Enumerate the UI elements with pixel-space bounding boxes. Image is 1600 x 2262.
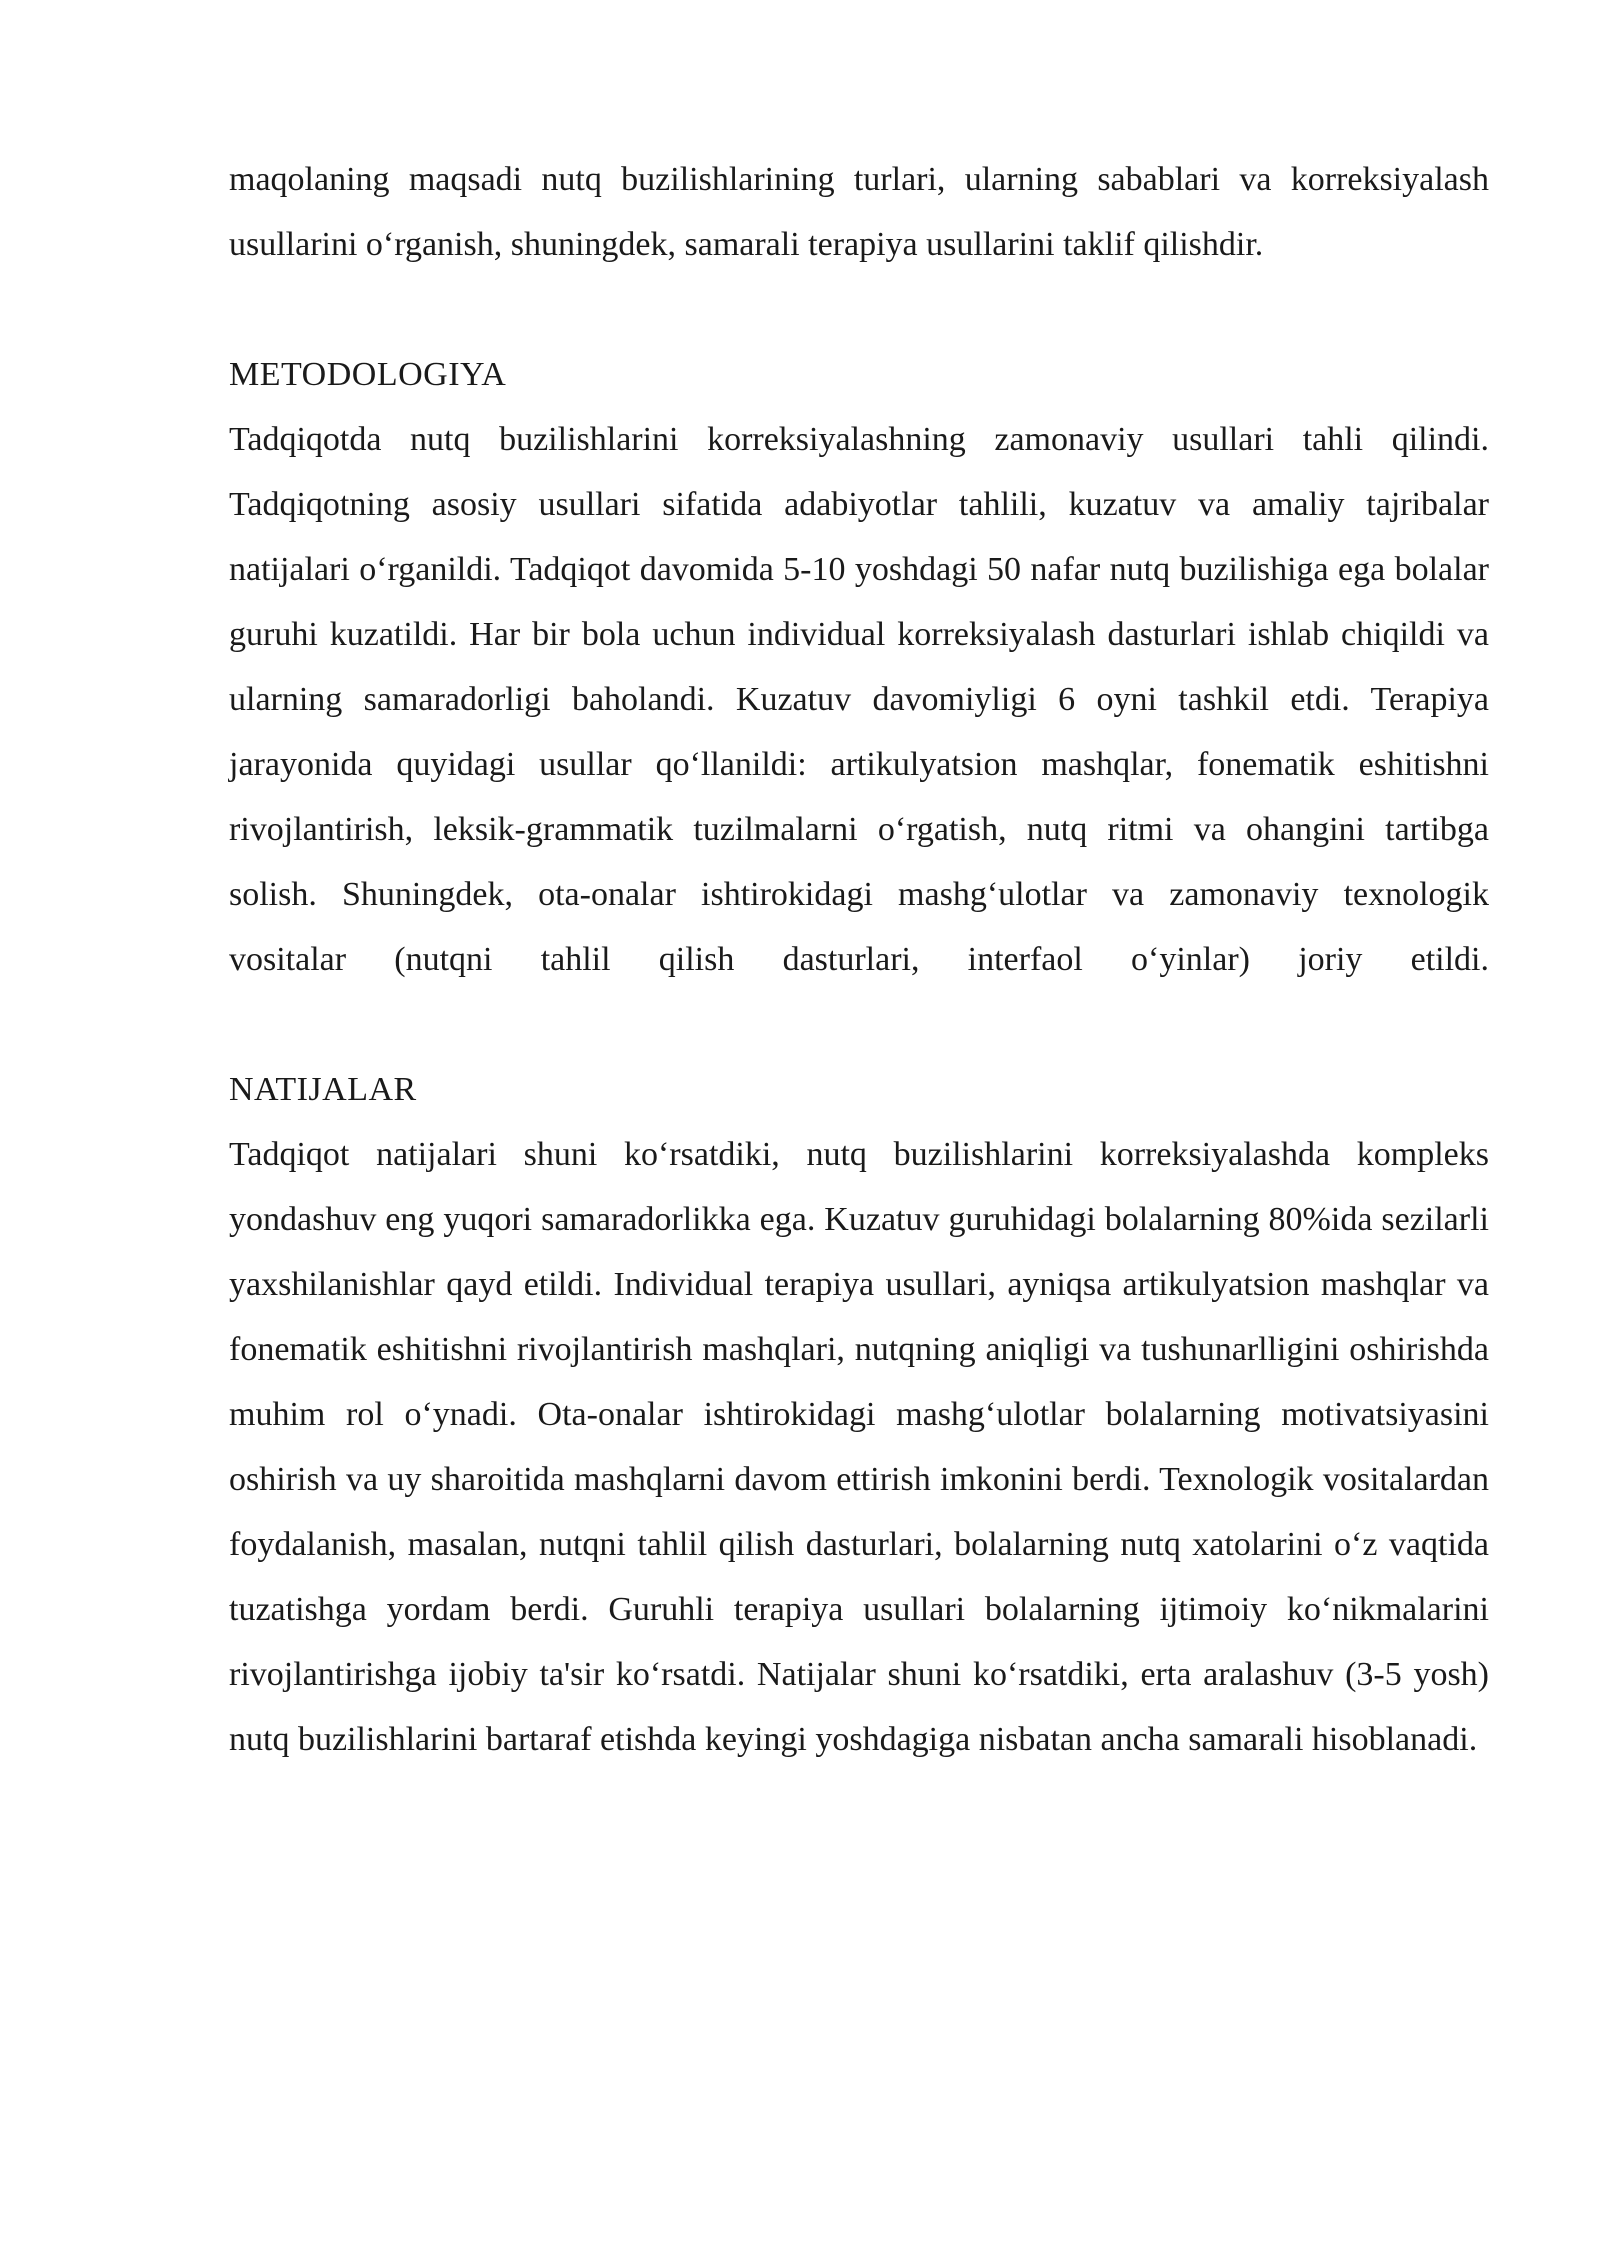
section-heading-results: NATIJALAR: [229, 1071, 417, 1108]
document-body: [229, 147, 1489, 1772]
intro-paragraph: maqolaning maqsadi nutq buzilishlarining turlari, ularning sabablari va korreksiyalash usullarini o‘rganish, shuningdek, samarali terapiya usullarini taklif qilishdir.: [229, 161, 1489, 263]
methodology-paragraph: Tadqiqotda nutq buzilishlarini korreksiyalashning zamonaviy usullari tahli qilindi. Tadqiqotning asosiy usullari sifatida adabiyotlar tahlili, kuzatuv va amaliy tajribalar natijalari o‘rganildi. Tadqiqot davomida 5-10 yoshdagi 50 nafar nutq buzilishiga ega bolalar guruhi kuzatildi. Har bir bola uchun individual korreksiyalash dasturlari ishlab chiqildi va ularning samaradorligi baholandi. Kuzatuv davomiyligi 6 oyni tashkil etdi. Terapiya jarayonida quyidagi usullar qo‘llanildi: artikulyatsion mashqlar, fonematik eshitishni rivojlantirish, leksik-grammatik tuzilmalarni o‘rgatish, nutq ritmi va ohangini tartibga solish. Shuningdek, ota-onalar ishtirokidagi mashg‘ulotlar va zamonaviy texnologik vositalar (nutqni tahlil qilish dasturlari, interfaol o‘yinlar) joriy etildi.: [229, 421, 1489, 978]
section-heading-methodology: METODOLOGIYA: [229, 356, 507, 393]
results-paragraph: Tadqiqot natijalari shuni ko‘rsatdiki, nutq buzilishlarini korreksiyalashda kompleks yondashuv eng yuqori samaradorlikka ega. Kuzatuv guruhidagi bolalarning 80%ida sezilarli yaxshilanishlar qayd etildi. Individual terapiya usullari, ayniqsa artikulyatsion mashqlar va fonematik eshitishni rivojlantirish mashqlari, nutqning aniqligi va tushunarlligini oshirishda muhim rol o‘ynadi. Ota-onalar ishtirokidagi mashg‘ulotlar bolalarning motivatsiyasini oshirish va uy sharoitida mashqlarni davom ettirish imkonini berdi. Texnologik vositalardan foydalanish, masalan, nutqni tahlil qilish dasturlari, bolalarning nutq xatolarini o‘z vaqtida tuzatishga yordam berdi. Guruhli terapiya usullari bolalarning ijtimoiy ko‘nikmalarini rivojlantirishga ijobiy ta'sir ko‘rsatdi. Natijalar shuni ko‘rsatdiki, erta aralashuv (3-5 yosh) nutq buzilishlarini bartaraf etishda keyingi yoshdagiga nisbatan ancha samarali hisoblanadi.: [229, 1136, 1489, 1758]
